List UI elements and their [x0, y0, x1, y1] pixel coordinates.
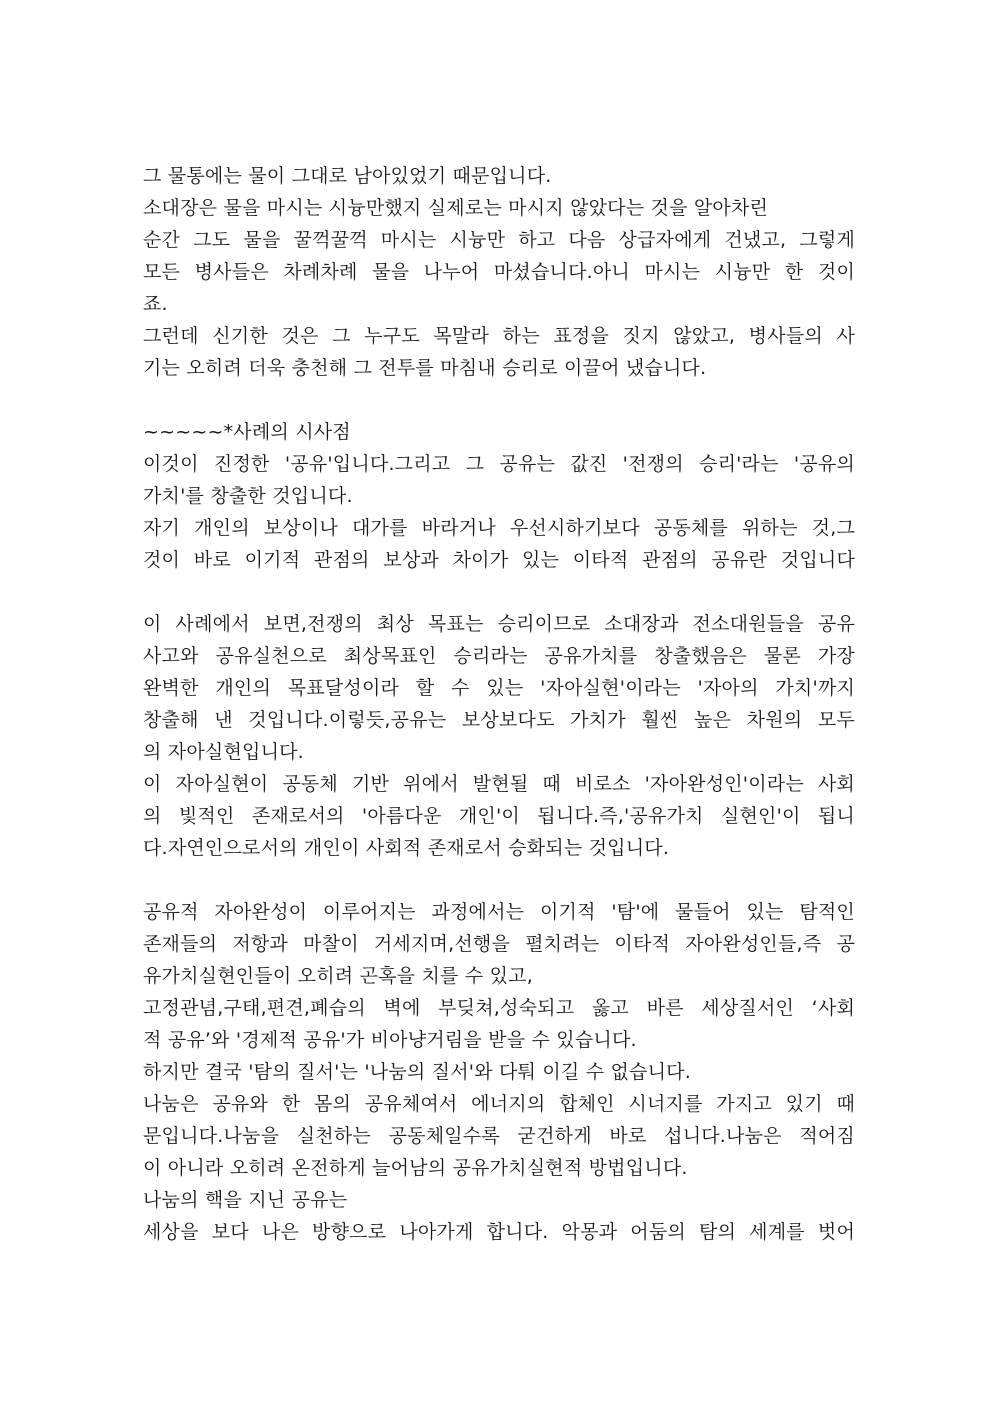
text-line: 의 빛적인 존재로서의 '아름다운 개인'이 됩니다.즉,'공유가치 실현인'이 됩니 [143, 805, 855, 827]
body-text [143, 160, 855, 1248]
text-line: 그런데 신기한 것은 그 누구도 목말라 하는 표정을 짓지 않았고, 병사들의 사 [143, 325, 855, 347]
text-line: 적 공유’와 '경제적 공유'가 비아냥거림을 받을 수 있습니다. [143, 1029, 637, 1051]
text-line: 존재들의 저항과 마찰이 거세지며,선행을 펼치려는 이타적 자아완성인들,즉 공 [143, 933, 855, 955]
text-line: 이것이 진정한 '공유'입니다.그리고 그 공유는 값진 '전쟁의 승리'라는 '공유의 [143, 453, 855, 475]
text-line: 사고와 공유실천으로 최상목표인 승리라는 공유가치를 창출했음은 물론 가장 [143, 645, 855, 667]
text-line: 순간 그도 물을 꿀꺽꿀꺽 마시는 시늉만 하고 다음 상급자에게 건냈고, 그렇게 [143, 229, 855, 251]
text-line: 하지만 결국 '탐의 질서'는 '나눔의 질서'와 다퉈 이길 수 없습니다. [143, 1061, 691, 1083]
text-line: 것이 바로 이기적 관점의 보상과 차이가 있는 이타적 관점의 공유란 것입니다 [143, 549, 855, 571]
text-line: 가치'를 창출한 것입니다. [143, 485, 353, 507]
text-line: 이 사례에서 보면,전쟁의 최상 목표는 승리이므로 소대장과 전소대원들을 공유 [143, 613, 855, 635]
text-line: 문입니다.나눔을 실천하는 공동체일수록 굳건하게 바로 섭니다.나눔은 적어짐 [143, 1125, 855, 1147]
blank-line [143, 384, 855, 416]
text-line: ~~~~~*사례의 시사점 [143, 421, 351, 443]
text-line: 이 자아실현이 공동체 기반 위에서 발현될 때 비로소 '자아완성인'이라는 사회 [143, 773, 855, 795]
text-line: 의 자아실현입니다. [143, 741, 304, 763]
text-line: 죠. [143, 293, 168, 315]
text-line: 고정관념,구태,편견,폐습의 벽에 부딪쳐,성숙되고 옳고 바른 세상질서인 ‘사회 [143, 997, 855, 1019]
blank-line [143, 576, 855, 608]
text-line: 창출해 낸 것입니다.이렇듯,공유는 보상보다도 가치가 훨씬 높은 차원의 모두 [143, 709, 855, 731]
text-line: 공유적 자아완성이 이루어지는 과정에서는 이기적 '탐'에 물들어 있는 탐적인 [143, 901, 855, 923]
text-line: 자기 개인의 보상이나 대가를 바라거나 우선시하기보다 공동체를 위하는 것,그 [143, 517, 855, 539]
text-line: 세상을 보다 나은 방향으로 나아가게 합니다. 악몽과 어둠의 탐의 세계를 벗어 [143, 1221, 855, 1243]
blank-line [143, 864, 855, 896]
text-line: 완벽한 개인의 목표달성이라 할 수 있는 '자아실현'이라는 '자아의 가치'까지 [143, 677, 855, 699]
text-line: 유가치실현인들이 오히려 곤혹을 치를 수 있고, [143, 965, 533, 987]
text-line: 나눔은 공유와 한 몸의 공유체여서 에너지의 합체인 시너지를 가지고 있기 때 [143, 1093, 855, 1115]
text-line: 다.자연인으로서의 개인이 사회적 존재로서 승화되는 것입니다. [143, 837, 670, 859]
text-line: 소대장은 물을 마시는 시늉만했지 실제로는 마시지 않았다는 것을 알아차린 [143, 197, 769, 219]
text-line: 이 아니라 오히려 온전하게 늘어남의 공유가치실현적 방법입니다. [143, 1157, 688, 1179]
text-line: 모든 병사들은 차례차례 물을 나누어 마셨습니다.아니 마시는 시늉만 한 것이 [143, 261, 855, 283]
text-line: 나눔의 핵을 지닌 공유는 [143, 1189, 348, 1211]
text-line: 그 물통에는 물이 그대로 남아있었기 때문입니다. [143, 165, 552, 187]
text-line: 기는 오히려 더욱 충천해 그 전투를 마침내 승리로 이끌어 냈습니다. [143, 357, 707, 379]
